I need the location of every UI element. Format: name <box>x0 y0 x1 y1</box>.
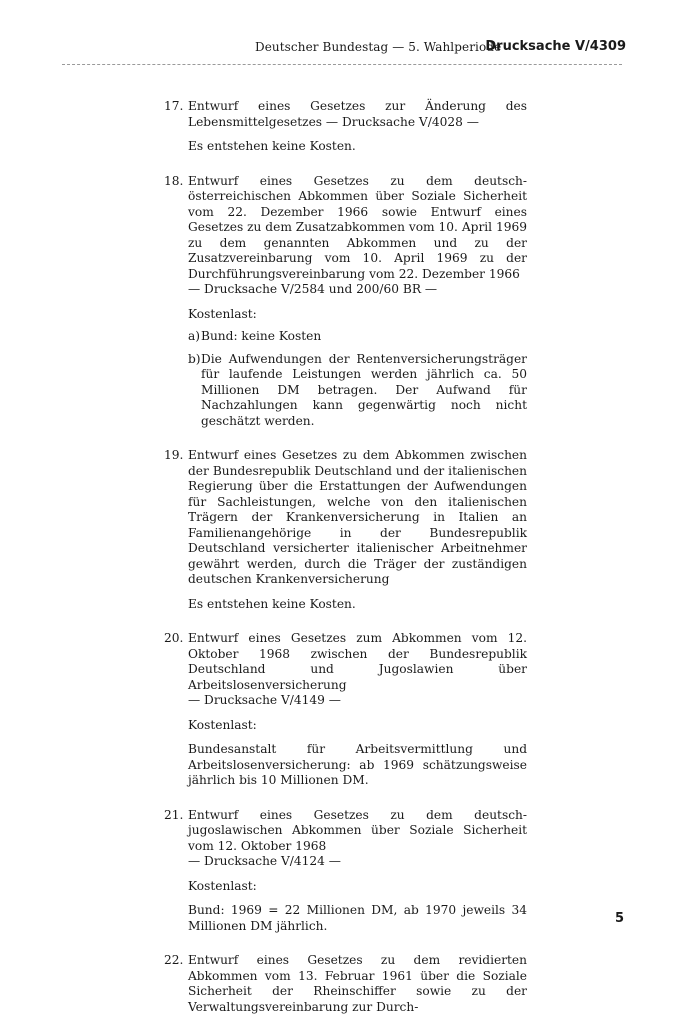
document-body <box>164 99 527 1034</box>
cost-note: Es entstehen keine Kosten. <box>188 596 356 611</box>
document-reference: — Drucksache V/2584 und 200/60 BR — <box>188 282 438 296</box>
page-header <box>0 40 700 60</box>
item-number: 17. <box>164 99 184 113</box>
item-title: Entwurf eines Gesetzes zu dem deutsch-österreichischen Abkommen über Soziale Sicherheit vom 22. Dezember 1966 sowie Entwurf eines Gesetzes zu dem Zusatzabkommen vom 10. April 1969 zu dem genannten Abkommen und zu der Zusatzvereinbarung vom 10. April 1969 zu der Durchführungsvereinbarung vom 22. Dezember 1966 <box>188 173 527 281</box>
cost-label: Kostenlast: <box>188 306 257 321</box>
document-reference: — Drucksache V/4124 — <box>188 854 341 868</box>
cost-label: Kostenlast: <box>188 878 257 893</box>
cost-entry-text: Bund: keine Kosten <box>201 329 322 343</box>
document-reference: — Drucksache V/4149 — <box>188 693 341 707</box>
item-number: 18. <box>164 173 184 188</box>
cost-entry-a <box>188 329 527 345</box>
header-document-number: Drucksache V/4309 <box>485 39 626 54</box>
cost-detail: Bundesanstalt für Arbeitsvermittlung und Arbeitslosenversicherung: ab 1969 schätzungsweise jährlich bis 10 Millionen DM. <box>188 742 527 787</box>
item-title: Entwurf eines Gesetzes zum Abkommen vom 12. Oktober 1968 zwischen der Bundesrepublik Deutschland und Jugoslawien über Arbeitslosenversicherung <box>188 631 527 692</box>
item-title: Entwurf eines Gesetzes zu dem deutsch-jugoslawischen Abkommen über Soziale Sicherheit vom 12. Oktober 1968 <box>188 807 527 853</box>
list-item-17 <box>164 99 527 155</box>
header-publication: Deutscher Bundestag — 5. Wahlperiode <box>255 40 502 54</box>
list-item-21 <box>164 808 527 935</box>
header-divider <box>62 64 622 65</box>
item-number: 19. <box>164 448 184 462</box>
list-item-18 <box>164 174 527 430</box>
item-title: Entwurf eines Gesetzes zu dem Abkommen zwischen der Bundesrepublik Deutschland und der italienischen Regierung über die Erstattungen der Aufwendungen für Sachleistungen, welche von den italienischen Trägern der Krankenversicherung in Italien an Familienangehörige in der Bundesrepublik Deutschland versicherter italienischer Arbeitnehmer gewährt werden, durch die Träger der zuständigen deutschen Krankenversicherung <box>188 448 527 586</box>
cost-detail: Bund: 1969 = 22 Millionen DM, ab 1970 jeweils 34 Millionen DM jährlich. <box>188 903 527 933</box>
list-item-19 <box>164 448 527 612</box>
list-item-22 <box>164 953 527 1015</box>
cost-entry-text: Die Aufwendungen der Rentenversicherungsträger für laufende Leistungen werden jährlich ca. 50 Millionen DM betragen. Der Aufwand für Nachzahlungen kann gegenwärtig noch nicht geschätzt werden. <box>201 351 527 428</box>
item-title: Entwurf eines Gesetzes zur Änderung des Lebensmittelgesetzes — Drucksache V/4028 — <box>188 99 527 129</box>
list-item-20 <box>164 631 527 789</box>
cost-entry-marker: b) <box>188 351 201 366</box>
cost-note: Es entstehen keine Kosten. <box>188 139 356 153</box>
item-number: 20. <box>164 631 184 645</box>
cost-entry-b <box>188 352 527 430</box>
cost-entry-marker: a) <box>188 329 201 343</box>
page-number: 5 <box>614 911 624 926</box>
item-number: 22. <box>164 953 184 967</box>
item-title: Entwurf eines Gesetzes zu dem revidierten Abkommen vom 13. Februar 1961 über die Soziale Sicherheit der Rheinschiffer sowie zu der Verwaltungsvereinbarung zur Durch- <box>188 953 527 1014</box>
cost-label: Kostenlast: <box>188 717 257 732</box>
item-number: 21. <box>164 807 184 822</box>
